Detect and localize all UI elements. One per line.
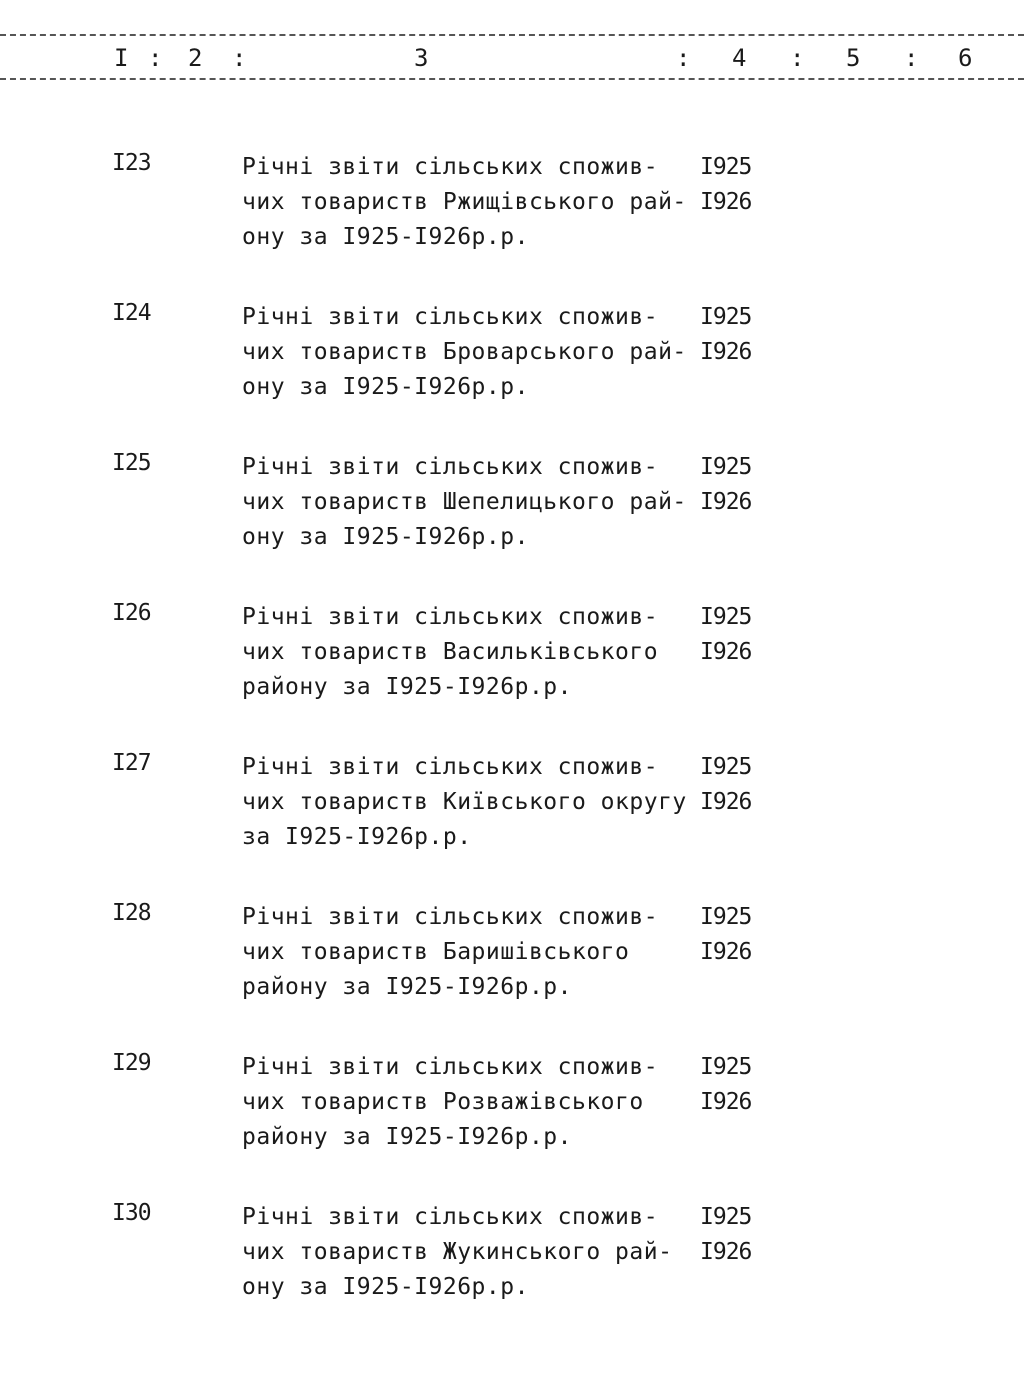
header-top-rule (0, 34, 1024, 36)
column-separator: : (148, 44, 163, 72)
entry-description (242, 150, 692, 255)
column-separator: : (790, 44, 805, 72)
entry-years (700, 300, 751, 370)
entry-description-line: чих товариств Шепелицького рай- (242, 489, 687, 515)
entry-description-line: Річні звіти сільських спожив- (242, 304, 659, 330)
list-item (0, 900, 1024, 1020)
entry-year-end: I926 (700, 339, 752, 365)
entry-number: I30 (112, 1200, 151, 1226)
entry-description-line: чих товариств Ржищівського рай- (242, 189, 687, 215)
entry-description-line: чих товариств Жукинського рай- (242, 1239, 673, 1265)
entry-description (242, 1200, 692, 1305)
entry-description-line: за I925-I926р.р. (242, 824, 472, 850)
entry-year-end: I926 (700, 189, 752, 215)
entry-year-end: I926 (700, 639, 752, 665)
column-separator: : (904, 44, 919, 72)
entry-description (242, 600, 692, 705)
entry-year-start: I925 (700, 304, 752, 330)
entry-description-line: Річні звіти сільських спожив- (242, 604, 659, 630)
list-item (0, 1200, 1024, 1320)
entry-year-start: I925 (700, 154, 752, 180)
entry-year-start: I925 (700, 754, 752, 780)
entry-description-line: Річні звіти сільських спожив- (242, 754, 659, 780)
entry-year-start: I925 (700, 904, 752, 930)
entry-years (700, 1200, 751, 1270)
column-header-2: 2 (188, 44, 203, 72)
entry-year-start: I925 (700, 604, 752, 630)
entry-year-end: I926 (700, 1239, 752, 1265)
entry-description-line: Річні звіти сільських спожив- (242, 1054, 659, 1080)
entry-description-line: чих товариств Розважівського (242, 1089, 644, 1115)
entry-number: I23 (112, 150, 151, 176)
list-item (0, 150, 1024, 270)
entry-description (242, 900, 692, 1005)
list-item (0, 600, 1024, 720)
entry-description-line: ону за I925-I926р.р. (242, 524, 529, 550)
entry-description-line: Річні звіти сільських спожив- (242, 154, 659, 180)
column-header-5: 5 (846, 44, 861, 72)
entry-description-line: Річні звіти сільських спожив- (242, 454, 659, 480)
column-separator: : (676, 44, 691, 72)
entry-years (700, 600, 751, 670)
entry-number: I25 (112, 450, 151, 476)
column-separator: : (232, 44, 247, 72)
entry-description-line: району за I925-I926р.р. (242, 974, 572, 1000)
entry-year-start: I925 (700, 454, 752, 480)
list-item (0, 450, 1024, 570)
entry-description (242, 750, 692, 855)
entry-years (700, 1050, 751, 1120)
entry-description-line: чих товариств Броварського рай- (242, 339, 687, 365)
header-bottom-rule (0, 78, 1024, 80)
entry-description-line: чих товариств Васильківського (242, 639, 659, 665)
entry-years (700, 450, 751, 520)
list-item (0, 1050, 1024, 1170)
entry-description-line: чих товариств Київського округу (242, 789, 687, 815)
entry-number: I24 (112, 300, 151, 326)
entry-number: I28 (112, 900, 151, 926)
entry-years (700, 150, 751, 220)
entry-description-line: району за I925-I926р.р. (242, 1124, 572, 1150)
column-header-1: I (114, 44, 129, 72)
entry-description (242, 1050, 692, 1155)
entry-year-end: I926 (700, 789, 752, 815)
entry-description-line: ону за I925-I926р.р. (242, 374, 529, 400)
entry-year-start: I925 (700, 1054, 752, 1080)
entry-year-end: I926 (700, 939, 752, 965)
entry-number: I26 (112, 600, 151, 626)
entry-description-line: ону за I925-I926р.р. (242, 1274, 529, 1300)
entry-year-start: I925 (700, 1204, 752, 1230)
list-item (0, 300, 1024, 420)
column-header-4: 4 (732, 44, 747, 72)
entry-years (700, 900, 751, 970)
column-header-row (0, 40, 1024, 76)
entry-description (242, 300, 692, 405)
column-header-6: 6 (958, 44, 973, 72)
entry-year-end: I926 (700, 489, 752, 515)
entry-years (700, 750, 751, 820)
entry-description-line: району за I925-I926р.р. (242, 674, 572, 700)
entry-number: I29 (112, 1050, 151, 1076)
entry-description (242, 450, 692, 555)
entry-description-line: Річні звіти сільських спожив- (242, 904, 659, 930)
entry-description-line: Річні звіти сільських спожив- (242, 1204, 659, 1230)
entry-description-line: ону за I925-I926р.р. (242, 224, 529, 250)
column-header-3: 3 (414, 44, 429, 72)
entry-number: I27 (112, 750, 151, 776)
list-item (0, 750, 1024, 870)
entry-year-end: I926 (700, 1089, 752, 1115)
entry-description-line: чих товариств Баришівського (242, 939, 630, 965)
